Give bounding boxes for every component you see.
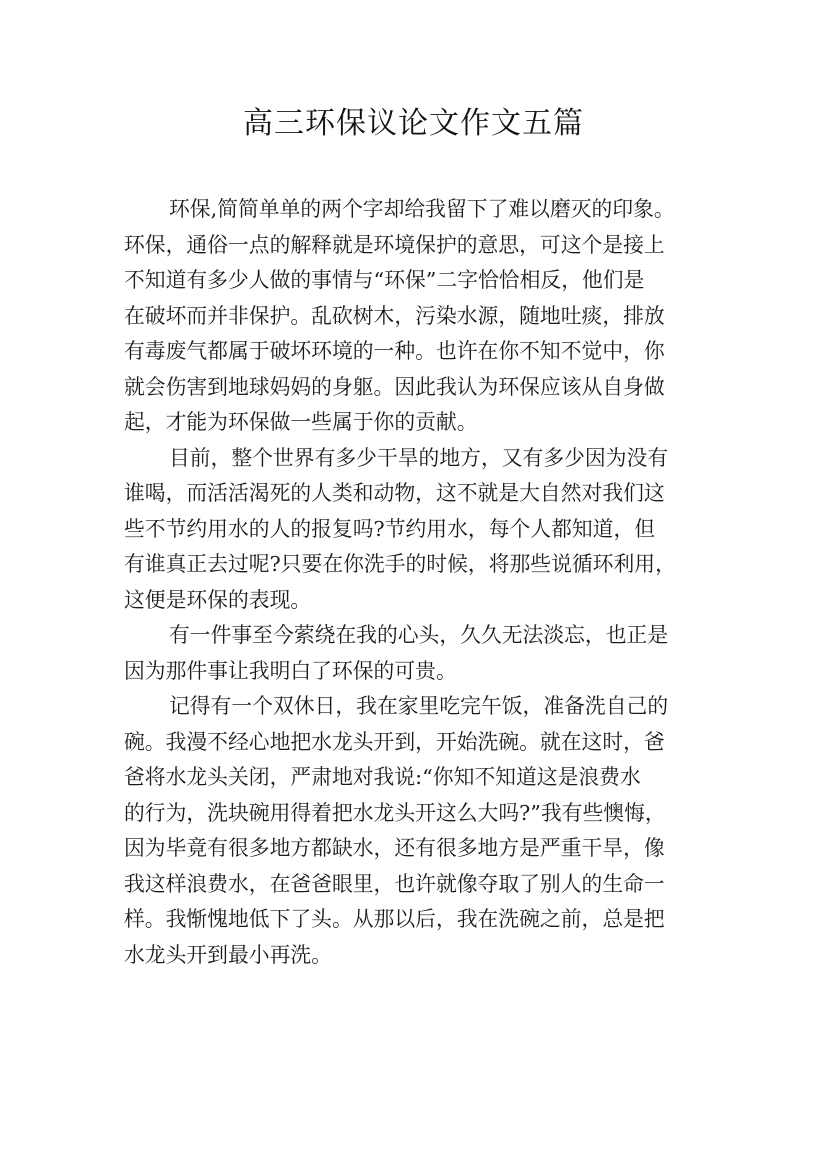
paragraph-4 — [124, 689, 704, 973]
paragraph-line: 因为毕竟有很多地方都缺水，还有很多地方是严重干旱，像 — [124, 836, 665, 860]
paragraph-line: 些不节约用水的人的报复吗?节约用水，每个人都知道，但 — [124, 516, 656, 541]
paragraph-3 — [124, 618, 704, 689]
paragraph-line: 爸将水龙头关闭，严肃地对我说:“你知不知道这是浪费水 — [124, 765, 641, 789]
paragraph-line: 有谁真正去过呢?只要在你洗手的时候，将那些说循环利用， — [124, 552, 676, 576]
paragraph-line: 碗。我漫不经心地把水龙头开到，开始洗碗。就在这时，爸 — [124, 729, 665, 754]
document-title: 高三环保议论文作文五篇 — [243, 106, 584, 141]
paragraph-line: 起，才能为环保做一些属于你的贡献。 — [124, 410, 478, 434]
paragraph-line: 环保，通俗一点的解释就是环境保护的意思，可这个是接上 — [124, 232, 665, 257]
paragraph-line: 我这样浪费水，在爸爸眼里，也许就像夺取了别人的生命一 — [124, 871, 665, 896]
paragraph-line: 谁喝，而活活渴死的人类和动物，这不就是大自然对我们这 — [124, 481, 665, 505]
document-body — [124, 192, 704, 973]
paragraph-line: 这便是环保的表现。 — [124, 587, 312, 612]
paragraph-line: 有毒废气都属于破坏环境的一种。也许在你不知不觉中，你 — [124, 339, 665, 363]
paragraph-line: 有一件事至今萦绕在我的心头，久久无法淡忘，也正是 — [169, 623, 669, 647]
paragraph-2 — [124, 441, 704, 619]
paragraph-line: 水龙头开到最小再洗。 — [124, 942, 332, 967]
paragraph-line: 就会伤害到地球妈妈的身躯。因此我认为环保应该从自身做 — [124, 374, 665, 399]
paragraph-line: 因为那件事让我明白了环保的可贵。 — [124, 658, 457, 683]
paragraph-line: 的行为，洗块碗用得着把水龙头开这么大吗?”我有些懊悔， — [124, 800, 666, 825]
paragraph-1 — [124, 192, 704, 441]
paragraph-line: 目前，整个世界有多少干旱的地方，又有多少因为没有 — [169, 445, 669, 470]
paragraph-line: 记得有一个双休日，我在家里吃完午饭，准备洗自己的 — [169, 694, 669, 718]
paragraph-line: 不知道有多少人做的事情与“环保”二字恰恰相反，他们是 — [124, 268, 645, 292]
paragraph-line: 在破坏而并非保护。乱砍树木，污染水源，随地吐痰，排放 — [124, 303, 665, 328]
paragraph-line: 样。我惭愧地低下了头。从那以后，我在洗碗之前，总是把 — [124, 907, 665, 931]
paragraph-line: 环保,简简单单的两个字却给我留下了难以磨灭的印象。 — [169, 197, 675, 221]
